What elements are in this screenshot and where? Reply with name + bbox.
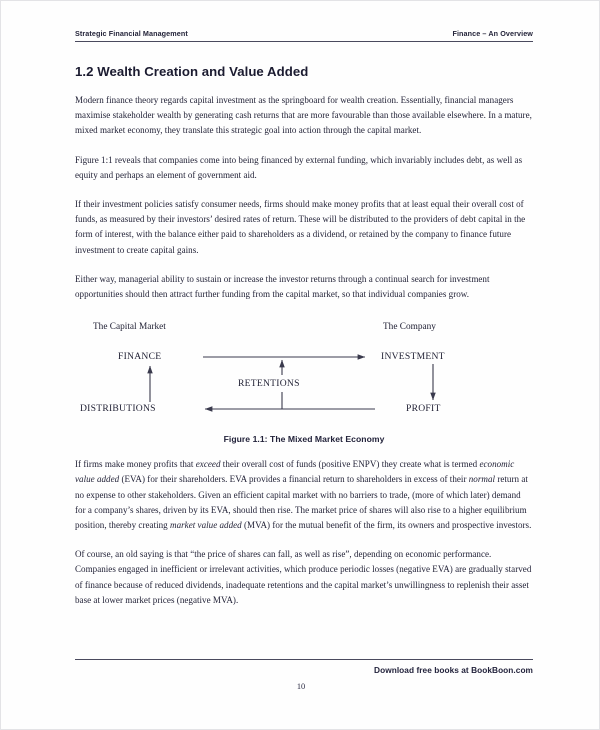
running-header-right: Finance – An Overview [452,29,533,38]
paragraph-5-emphasis-mva: market value added [170,520,242,531]
paragraph-5-text-c: (EVA) for their shareholders. EVA provides a financial return to shareholders in excess of their [119,474,469,485]
paragraph-5-emphasis-normal: normal [468,474,496,485]
footer-promo-text: Download free books at BookBoon.com [374,665,533,675]
figure-node-investment: INVESTMENT [381,351,445,363]
page-footer [75,659,533,675]
figure-group-label-company: The Company [383,322,436,333]
paragraph-5 [75,457,533,533]
paragraph-3: If their investment policies satisfy consumer needs, firms should make money profits that at least equal their overall cost of funds, as measured by their investors’ desired rates of return. These will be distributed to the providers of debt capital in the form of interest, with the balance either paid to shareholders as a dividend, or retained by the company to finance future investment to create capital gains. [75,199,526,255]
paragraph-2: Figure 1:1 reveals that companies come into being financed by external funding, which invariably includes debt, as well as equity and perhaps an element of government aid. [75,154,523,180]
paragraph-5-emphasis-exceed: exceed [195,459,221,470]
page-number: 10 [296,682,306,691]
running-header [75,29,533,42]
figure-node-retentions: RETENTIONS [238,378,300,390]
paragraph-1: Modern finance theory regards capital investment as the springboard for wealth creation. Essentially, financial managers maximise stakeholder wealth by generating cash returns that are more favourable than those available elsewhere. In a mature, mixed market economy, they translate this strategic goal into action through the capital market. [75,95,532,136]
paragraph-5-text-a: If firms make money profits that [75,459,196,470]
paragraph-5-text-b: their overall cost of funds (positive ENPV) they create what is termed [220,459,480,470]
figure-caption: Figure 1.1: The Mixed Market Economy [223,434,385,445]
figure-group-label-capital-market: The Capital Market [93,322,166,333]
paragraph-6: Of course, an old saying is that “the price of shares can fall, as well as rise”, depending on economic performance. Companies engaged in inefficient or irrelevant activities, which produce periodic losses (negative EVA) are gradually starved of finance because of reduced dividends, inadequate retentions and the capital market’s unwillingness to replenish their asset base at lower market prices (negative MVA). [75,549,532,605]
figure-mixed-market-economy [75,322,533,430]
paragraph-5-text-e: (MVA) for the mutual benefit of the firm, its owners and prospective investors. [241,520,532,531]
page-content [75,29,533,617]
paragraph-5-text-d: return at no expense to other stakeholders. Given an efficient capital market with no barriers to trade, (more of which later) demand for a company’s shares, driven by its EVA, should then rise. The market price of shares will also rise to a higher equilibrium position, thereby creating [75,474,528,531]
paragraph-4: Either way, managerial ability to sustain or increase the investor returns through a continual search for investment opportunities should then attract further funding from the capital market, so that individual companies grow. [75,273,490,300]
figure-node-profit: PROFIT [406,403,441,415]
figure-node-finance: FINANCE [118,351,162,363]
figure-node-distributions: DISTRIBUTIONS [80,403,156,415]
section-heading: 1.2 Wealth Creation and Value Added [75,64,309,79]
paragraph-5-emphasis-eva: economic value added [75,459,515,485]
running-header-left: Strategic Financial Management [75,29,188,38]
footer-divider [75,659,533,660]
